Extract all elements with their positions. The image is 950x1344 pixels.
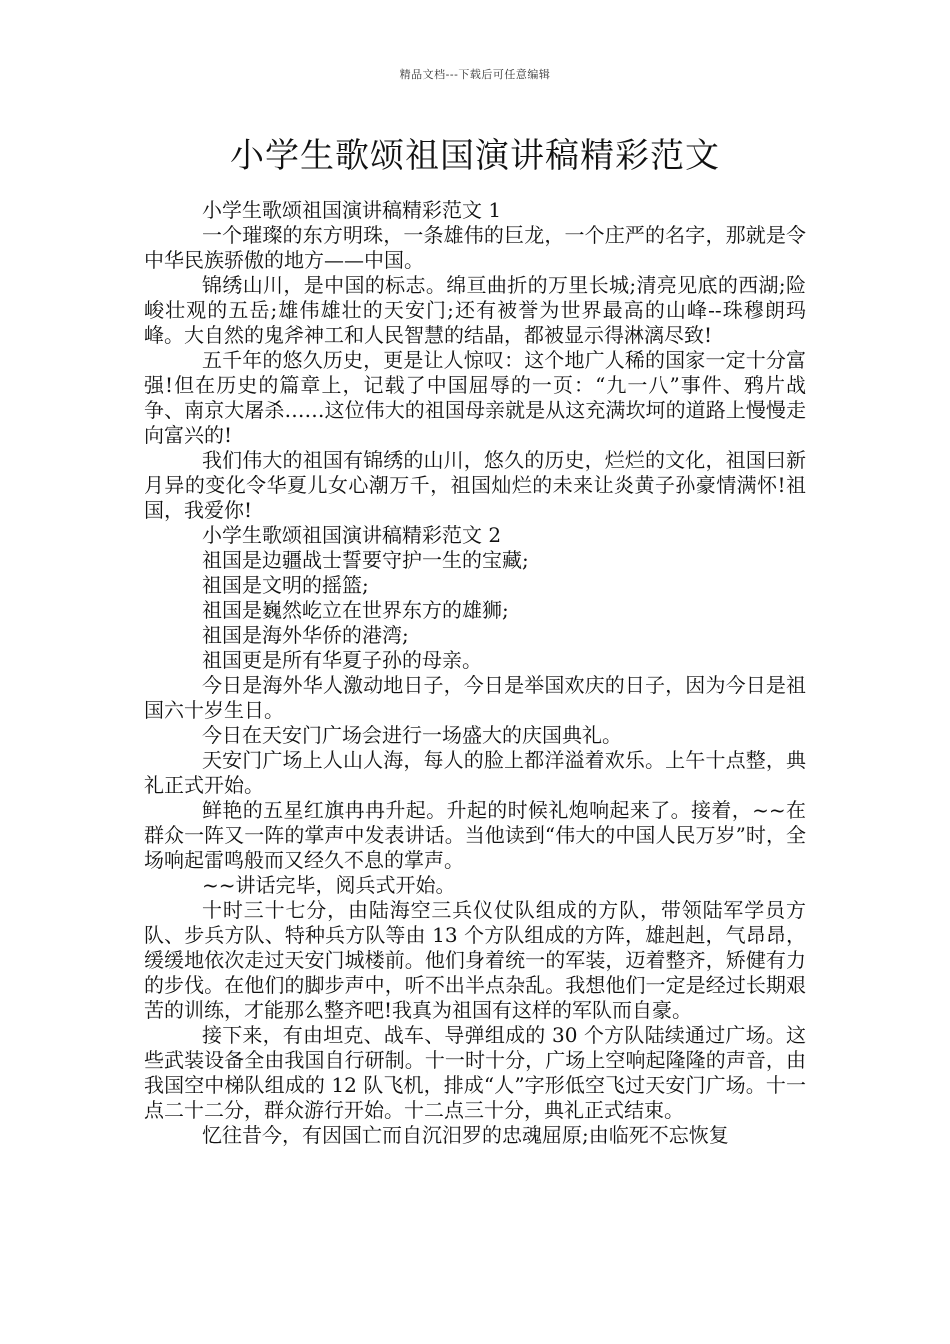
paragraph: 我们伟大的祖国有锦绣的山川，悠久的历史，烂烂的文化，祖国曰新月异的变化令华夏儿女心潮万千，祖国灿烂的未来让炎黄子孙豪情满怀!祖国，我爱你! — [144, 448, 806, 522]
paragraph: 祖国是边疆战士誓要守护一生的宝藏; — [202, 548, 529, 572]
document-body — [144, 198, 806, 1148]
paragraph: 五千年的悠久历史，更是让人惊叹：这个地广人稀的国家一定十分富强!但在历史的篇章上，记载了中国屈辱的一页：“九一八”事件、鸦片战争、南京大屠杀……这位伟大的祖国母亲就是从这充满坎坷的道路上慢慢走向富兴的! — [144, 348, 806, 447]
paragraph: 十时三十七分，由陆海空三兵仪仗队组成的方队，带领陆军学员方队、步兵方队、特种兵方队等由 13 个方队组成的方阵，雄赳赳，气昂昂，缓缓地依次走过天安门城楼前。他们身着统一的军装，迈着整齐，矫健有力的步伐。在他们的脚步声中，听不出半点杂乱。我想他们一定是经过长期艰苦的训练，才能那么整齐吧!我真为祖国有这样的军队而自豪。 — [144, 898, 806, 1022]
paragraph: 祖国更是所有华夏子孙的母亲。 — [202, 648, 482, 672]
paragraph: 锦绣山川，是中国的标志。绵亘曲折的万里长城;清亮见底的西湖;险峻壮观的五岳;雄伟雄壮的天安门;还有被誉为世界最高的山峰--珠穆朗玛峰。大自然的鬼斧神工和人民智慧的结晶，都被显示得淋漓尽致! — [144, 273, 806, 347]
header-note: 精品文档---下载后可任意编辑 — [399, 68, 551, 81]
paragraph: 小学生歌颂祖国演讲稿精彩范文 2 — [202, 523, 502, 547]
paragraph: 鲜艳的五星红旗冉冉升起。升起的时候礼炮响起来了。接着，~~在群众一阵又一阵的掌声中发表讲话。当他读到“伟大的中国人民万岁”时，全场响起雷鸣般而又经久不息的掌声。 — [144, 798, 806, 872]
paragraph: 今日在天安门广场会进行一场盛大的庆国典礼。 — [202, 723, 622, 747]
paragraph: 一个璀璨的东方明珠，一条雄伟的巨龙，一个庄严的名字，那就是令中华民族骄傲的地方——中国。 — [144, 223, 806, 272]
paragraph: 今日是海外华人激动地日子，今日是举国欢庆的日子，因为今日是祖国六十岁生日。 — [144, 673, 806, 722]
paragraph: 祖国是海外华侨的港湾; — [202, 623, 409, 647]
paragraph: 祖国是巍然屹立在世界东方的雄狮; — [202, 598, 509, 622]
paragraph: 忆往昔今，有因国亡而自沉汨罗的忠魂屈原;由临死不忘恢复 — [202, 1123, 729, 1147]
paragraph: 接下来，有由坦克、战车、导弹组成的 30 个方队陆续通过广场。这些武装设备全由我国自行研制。十一时十分，广场上空响起隆隆的声音，由我国空中梯队组成的 12 队飞机，排成“人”字形低空飞过天安门广场。十一点二十二分，群众游行开始。十二点三十分，典礼正式结束。 — [144, 1023, 806, 1122]
paragraph: 天安门广场上人山人海，每人的脸上都洋溢着欢乐。上午十点整，典礼正式开始。 — [144, 748, 806, 797]
paragraph: 小学生歌颂祖国演讲稿精彩范文 1 — [202, 198, 502, 222]
paragraph: ~~讲话完毕，阅兵式开始。 — [202, 873, 456, 897]
document-title: 小学生歌颂祖国演讲稿精彩范文 — [230, 136, 720, 176]
paragraph: 祖国是文明的摇篮; — [202, 573, 369, 597]
